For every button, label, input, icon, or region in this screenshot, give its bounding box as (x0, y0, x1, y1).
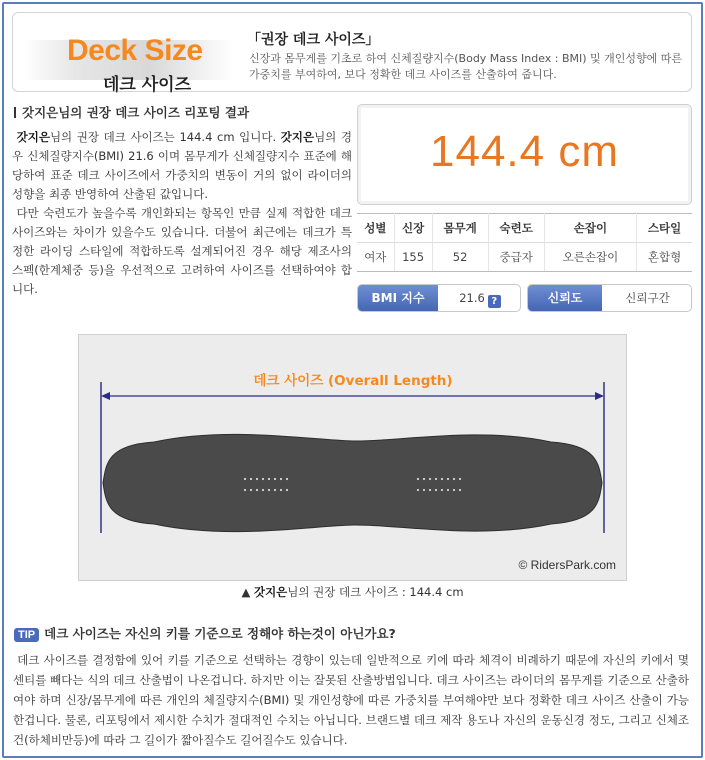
table-header-style: 스타일 (637, 214, 692, 243)
table-header-height: 신장 (394, 214, 432, 243)
bmi-value-wrap (438, 285, 521, 311)
diagram-caption (0, 584, 705, 600)
bmi-pill (357, 284, 521, 312)
help-icon[interactable]: ? (488, 295, 501, 308)
deck-size-logo (23, 20, 223, 95)
table-header-skill: 숙련도 (488, 214, 544, 243)
length-label: 데크 사이즈 (Overall Length) (253, 373, 453, 389)
cell-height: 155 (394, 243, 432, 272)
report-paragraph-2 (12, 204, 352, 299)
reliability-pill (527, 284, 692, 312)
cell-skill: 중급자 (488, 243, 544, 272)
report-section-title-text: 갓지은님의 권장 데크 사이즈 리포팅 결과 (22, 105, 250, 120)
cell-weight: 52 (432, 243, 488, 272)
table-header-weight: 몸무게 (432, 214, 488, 243)
table-header-handedness: 손잡이 (544, 214, 636, 243)
tip-body-text: 데크 사이즈를 결정함에 있어 키를 기준으로 선택하는 경향이 있는데 일반적으로 키에 따라 체격이 비례하기 때문에 자신의 키에서 몇센티를 빼다는 식의 데크 산출법이 나온겁니다. 하지만 이는 잘못된 산출방법입니다. 데크 사이즈는 라이더의 몸무게를 기준으로 산출하여야 하며 신장/몸무게에 따른 개인의 체질량지수(BMI) 및 개인성향에 따른 가중치를 부여해야만 보다 정확한 데크 사이즈 산출이 가능한겁니다. 물론, 리포팅에서 제시한 수치가 절대적인 수치는 아닙니다. 브랜드별 데크 제작 용도나 자신의 운동신경 정도, 그리고 신체조건(하체비만등)에 따라 그 길이가 짧아질수도 길어질수도 있습니다. (13, 653, 689, 747)
user-name: 갓지은 (16, 130, 50, 144)
credit-text: © RidersPark.com (518, 558, 616, 572)
caption-user-name: 갓지은 (253, 585, 288, 599)
recommended-size-box (357, 104, 692, 205)
cell-handedness: 오른손잡이 (544, 243, 636, 272)
bmi-value: 21.6 (459, 291, 485, 305)
table-header-gender: 성별 (357, 214, 394, 243)
deck-size-diagram (78, 334, 627, 581)
rider-info-table (357, 213, 692, 272)
recommended-size-value: 144.4 cm (430, 127, 619, 176)
reliability-label: 신뢰도 (528, 285, 602, 311)
report-p1-b: 님의 경우 신체질량지수(BMI) 21.6 이며 몸무게가 신체질량지수 표준에 해당하여 표준 데크 사이즈에서 가중치의 변동이 거의 없이 라이더의 성향을 최종 반영하여 산출된 값입니다. (12, 130, 353, 201)
table-row (357, 243, 692, 272)
logo-english-text: Deck Size (67, 34, 203, 67)
tip-body (13, 650, 689, 750)
deck-diagram-svg (79, 335, 628, 582)
tip-title (14, 624, 396, 642)
triangle-up-icon: ▲ (241, 585, 251, 599)
right-arrowhead (595, 392, 604, 400)
page-header (12, 12, 692, 95)
reliability-value: 신뢰구간 (625, 291, 670, 305)
snowboard-shape (103, 434, 602, 531)
logo-korean-text: 데크 사이즈 (103, 75, 192, 95)
header-description: 신장과 몸무게를 기초로 하여 신체질량지수(Body Mass Index : BMI) 및 개인성향에 따른 가중치를 부여하여, 보다 정확한 데크 사이즈를 산출하여 줍니다. (249, 52, 683, 81)
left-arrowhead (101, 392, 110, 400)
bmi-label: BMI 지수 (358, 285, 438, 311)
report-text (12, 128, 352, 299)
header-title: 「권장 데크 사이즈」 (247, 32, 380, 48)
caption-text: 님의 권장 데크 사이즈 : 144.4 cm (287, 585, 464, 599)
tip-badge: TIP (14, 628, 39, 642)
user-name-2: 갓지은 (280, 130, 315, 144)
table-header-row (357, 214, 692, 243)
cell-gender: 여자 (357, 243, 394, 272)
report-paragraph-1 (12, 128, 352, 204)
report-p1-a: 님의 권장 데크 사이즈는 144.4 cm 입니다. (49, 130, 281, 144)
report-section-title (14, 103, 249, 121)
cell-style: 혼합형 (637, 243, 692, 272)
report-p2: 다만 숙련도가 높을수록 개인화되는 항목인 만큼 실제 적합한 데크 사이즈와는 차이가 있을수도 있습니다. 더불어 최근에는 데크가 특정한 라이딩 스타일에 적합하도록 설계되어진 경우 해당 제조사의 스펙(한계체중 등)을 우선적으로 고려하여 사이즈를 선택하여야 합니다. (12, 206, 352, 296)
title-bar-marker (14, 107, 16, 118)
tip-title-text: 데크 사이즈는 자신의 키를 기준으로 정해야 하는것이 아닌가요? (44, 626, 396, 641)
